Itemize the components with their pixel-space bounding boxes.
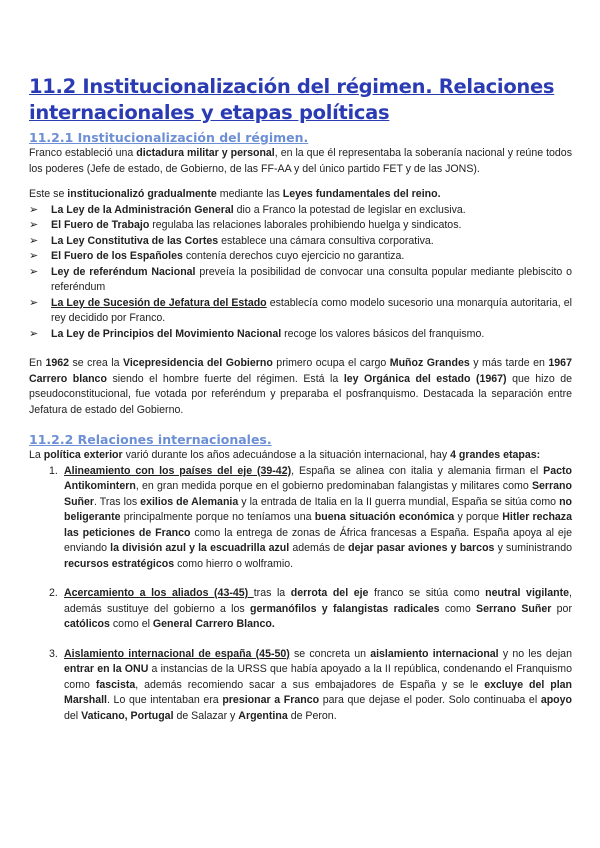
list-item: ➢ El Fuero de Trabajo regulaba las relaciones laborales prohibiendo huelga y sindicatos. [29,218,572,234]
arrowhead-bullet-icon: ➢ [29,219,39,231]
arrowhead-bullet-icon: ➢ [29,327,39,340]
list-item: 3. Aislamiento internacional de españa (45-50) se concreta un aislamiento internacional y no les dejan entrar en la ONU a instancias de la URSS que había apoyado a la II república, condenando el Franquismo como fascista, además recomiendo sacar a sus embajadores de España y se le excluye del plan Marshall. Lo que intentaban era presionar a Franco para que dejase el poder. Solo continuaba el apoyo del Vaticano, Portugal de Salazar y Argentina de Peron. [49,647,573,722]
arrowhead-bullet-icon: ➢ [29,203,39,216]
list-item: 2. Acercamiento a los aliados (43-45) tras la derrota del eje franco se sitúa como neutral vigilante, además sustituye del gobierno a los germanófilos y falangistas radicales como Serrano Suñer por católicos como el General Carrero Blanco. [49,587,572,630]
arrowhead-bullet-icon: ➢ [29,296,39,309]
list-item: ➢ La Ley Constitutiva de las Cortes establece una cámara consultiva corporativa. [29,234,572,250]
etapas-list [29,464,572,725]
list-item: ➢ La Ley de Principios del Movimiento Nacional recoge los valores básicos del franquismo. [29,327,572,343]
list-item: ➢ El Fuero de los Españoles contenía derechos cuyo ejercicio no garantiza. [29,249,572,265]
arrowhead-bullet-icon: ➢ [29,234,39,247]
section-heading-relaciones: 11.2.2 Relaciones internacionales. [29,432,272,447]
list-item: 1. Alineamiento con los países del eje (39-42), España se alinea con italia y alemania firman el Pacto Antikomintern, en gran medida porque en el gobierno predominaban falangistas y militares como Serrano Suñer. Tras los exilios de Alemania y la entrada de Italia en la II guerra mundial, España se sitúa como no beligerante principalmente porque no teníamos una buena situación económica y porque Hitler rechaza las peticiones de Franco como la entrega de zonas de África francesas a España. España apoya al eje enviando la división azul y la escuadrilla azul además de dejar pasar aviones y barcos y suministrando recursos estratégicos como hierro o wolframio. [49,464,573,570]
list-item: ➢ La Ley de Sucesión de Jefatura del Estado establecía como modelo sucesorio una monarquía autoritaria, el rey decidido por Franco. [29,296,573,324]
document-page [29,74,572,724]
paragraph-dictadura: Franco estableció una dictadura militar y personal, en la que él representaba la soberanía nacional y reúne todos los poderes (Jefe de estado, de Gobierno, de las FF-AA y del único partido FET y de las JONS). [29,147,572,175]
list-item: ➢ La Ley de la Administración General dio a Franco la potestad de legislar en exclusiva. [29,203,572,219]
leyes-list [29,203,572,343]
page-title: 11.2 Institucionalización del régimen. Relaciones internacionales y etapas políticas [29,75,555,124]
section-heading-institucionalizacion: 11.2.1 Institucionalización del régimen. [29,130,309,145]
list-item: ➢ Ley de referéndum Nacional preveía la posibilidad de convocar una consulta popular mediante plebiscito o referéndum [29,265,572,293]
arrowhead-bullet-icon: ➢ [29,265,39,278]
arrowhead-bullet-icon: ➢ [29,250,39,262]
paragraph-leyes-fundamentales: Este se institucionalizó gradualmente mediante las Leyes fundamentales del reino. [29,188,441,200]
paragraph-vicepresidencia: En 1962 se crea la Vicepresidencia del Gobierno primero ocupa el cargo Muñoz Grandes y más tarde en 1967 Carrero blanco siendo el hombre fuerte del régimen. Está la ley Orgánica del estado (1967) que hizo de pseudoconstitucional, fue votada por referéndum y preparaba el posfranquismo. Destacada la separación entre Jefatura de estado del Gobierno. [29,357,573,416]
paragraph-politica-exterior: La política exterior varió durante los años adecuándose a la situación internacional, hay 4 grandes etapas: [29,449,541,461]
